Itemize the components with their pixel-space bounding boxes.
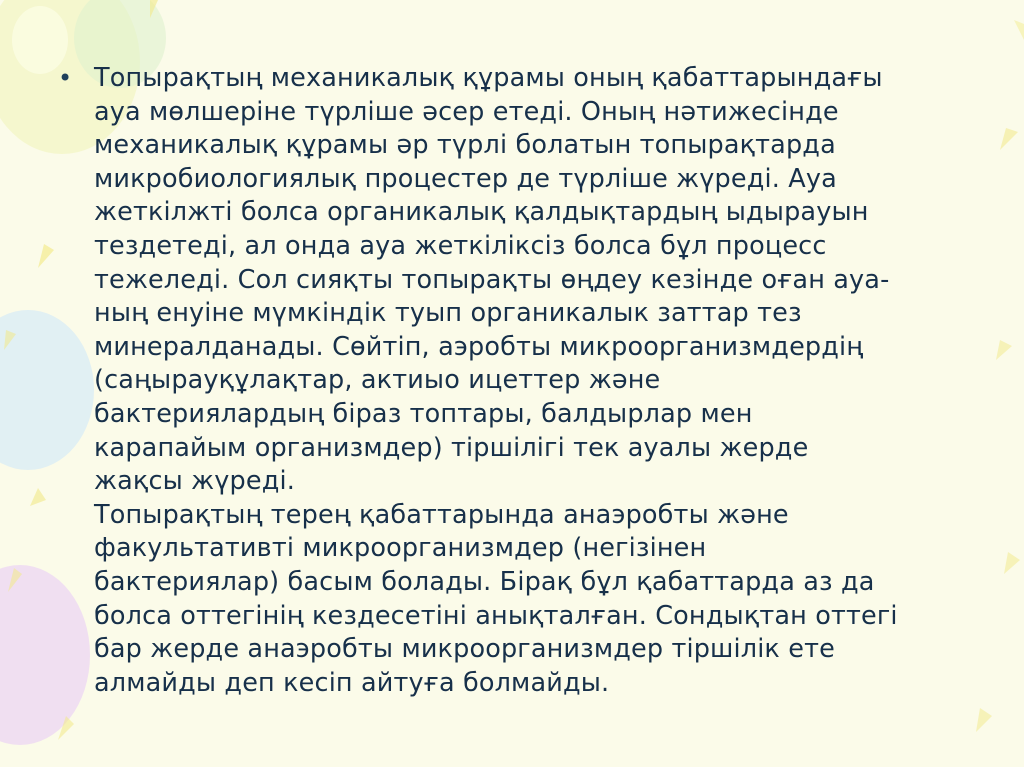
slide-paragraph — [94, 62, 958, 700]
text-line: факультативті микроорганизмдер (негізінен — [94, 533, 707, 564]
text-line: жақсы жүреді. — [94, 466, 295, 497]
ray-decoration — [996, 340, 1012, 360]
text-line: жеткілжті болса органикалық қалдықтардың ыдырауын — [94, 197, 869, 228]
ray-decoration — [1014, 20, 1024, 40]
text-line: минералданады. Сөйтіп, аэробты микроорганизмдердің — [94, 331, 864, 362]
text-line: тежеледі. Сол сияқты топырақты өңдеу кезінде оған ауа- — [94, 264, 890, 295]
text-line: микробиологиялық процестер де түрліше жүреді. Ауа — [94, 163, 837, 194]
text-line: механикалық құрамы әр түрлі болатын топырақтарда — [94, 130, 836, 161]
slide-text-block — [58, 62, 958, 700]
text-line: тездетеді, ал онда ауа жеткіліксіз болса бұл процесс — [94, 230, 827, 261]
text-line: ның енуіне мүмкіндік туып органикалык заттар тез — [94, 298, 802, 329]
bullet-marker: • — [58, 64, 73, 92]
ray-decoration — [1000, 128, 1018, 150]
ray-decoration — [976, 708, 992, 732]
text-line: бактериялар) басым болады. Бірақ бұл қабаттарда аз да — [94, 566, 875, 597]
text-line: Топырақтың терең қабаттарында анаэробты және — [94, 499, 789, 530]
ray-decoration — [38, 244, 54, 268]
text-line: Топырақтың механикалық құрамы оның қабаттарындағы — [94, 63, 883, 93]
text-line: (саңырауқұлақтар, актиыо ицеттер және — [94, 365, 661, 396]
ray-decoration — [1004, 552, 1020, 574]
text-line: бактериялардың біраз топтары, балдырлар мен — [94, 398, 753, 429]
text-line: алмайды деп кесіп айтуға болмайды. — [94, 667, 610, 698]
text-line: бар жерде анаэробты микроорганизмдер тіршілік ете — [94, 634, 835, 665]
text-line: ауа мөлшеріне түрліше әсер етеді. Оның нәтижесінде — [94, 96, 839, 127]
ray-decoration — [30, 488, 46, 506]
text-line: болса оттегінің кездесетіні анықталған. Сондықтан оттегі — [94, 600, 898, 631]
text-line: карапайым организмдер) тіршілігі тек ауалы жерде — [94, 432, 809, 463]
